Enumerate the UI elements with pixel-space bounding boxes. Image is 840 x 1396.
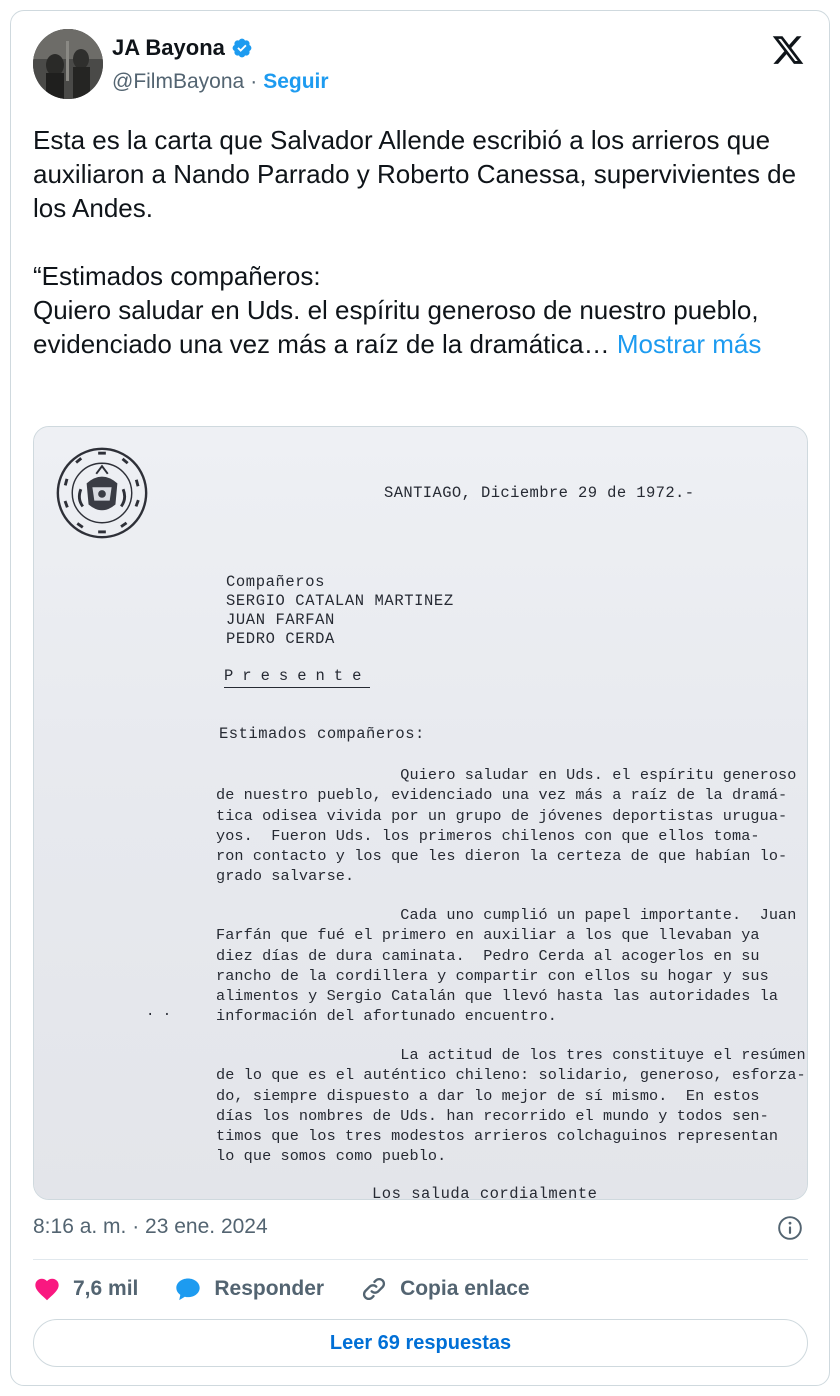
letter-presente: Presente <box>224 667 370 688</box>
tweet-card <box>10 10 830 1386</box>
link-icon <box>360 1275 388 1303</box>
letter-paragraph: Quiero saludar en Uds. el espíritu generoso de nuestro pueblo, evidenciado una vez más a raíz de la dramá- tica odisea vivida por un grupo de jóvenes deportistas urugua- yos. Fueron Uds. los primeros chilenos con que ellos toma- ron contacto y los que les dieron la certeza de que habían lo- grado salvarse. <box>216 766 797 886</box>
letter-date: SANTIAGO, Diciembre 29 de 1972.- <box>384 484 695 502</box>
action-bar <box>33 1273 566 1305</box>
copy-link-label: Copia enlace <box>400 1277 530 1300</box>
recipient-line: Compañeros <box>226 573 326 591</box>
letter-salutation: Estimados compañeros: <box>219 725 425 743</box>
recipient-line: PEDRO CERDA <box>226 630 335 648</box>
author-handle[interactable]: @FilmBayona <box>112 70 245 93</box>
author-name-row <box>112 35 253 61</box>
recipient-line: SERGIO CATALAN MARTINEZ <box>226 592 454 610</box>
tweet-media-image[interactable] <box>33 426 808 1200</box>
reply-bubble-icon <box>174 1275 202 1303</box>
letter-paragraph: Cada uno cumplió un papel importante. Juan Farfán que fué el primero en auxiliar a los que llevaban ya diez días de dura caminata. Pedro Cerda al acogerlos en su rancho de la cordillera y compartir con ellos su hogar y sus alimentos y Sergio Catalán que llevó hasta las autoridades la información del afortunado encuentro. <box>216 906 797 1026</box>
follow-button[interactable]: Seguir <box>263 70 329 93</box>
reply-button[interactable] <box>174 1275 324 1303</box>
recipient-line: JUAN FARFAN <box>226 611 335 629</box>
show-more-link[interactable]: Mostrar más <box>616 329 762 359</box>
author-display-name[interactable]: JA Bayona <box>112 35 225 60</box>
margin-marks: · · <box>146 1007 172 1023</box>
verified-badge-icon <box>231 37 253 59</box>
avatar[interactable] <box>33 29 103 99</box>
separator-dot: · <box>250 70 258 93</box>
letter-scan <box>34 427 807 1199</box>
divider <box>33 1259 808 1260</box>
tweet-text <box>33 123 813 361</box>
letter-recipients <box>226 573 454 649</box>
read-replies-button[interactable]: Leer 69 respuestas <box>33 1319 808 1367</box>
tweet-timestamp[interactable]: 8:16 a. m. · 23 ene. 2024 <box>33 1215 268 1238</box>
info-icon[interactable] <box>777 1215 803 1241</box>
reply-label: Responder <box>214 1277 325 1300</box>
x-logo-icon[interactable] <box>771 33 805 67</box>
tweet-body: Esta es la carta que Salvador Allende escribió a los arrieros que auxiliaron a Nando Parrado y Roberto Canessa, supervivientes de los Andes. “Estimados compañeros: Quiero saludar en Uds. el espíritu generoso de nuestro pueblo, evidenciado una vez más a raíz de la dramática… <box>33 125 797 359</box>
heart-icon <box>33 1275 61 1303</box>
presidential-seal-icon <box>54 445 150 541</box>
like-button[interactable] <box>33 1275 138 1303</box>
author-handle-row <box>112 70 329 94</box>
letter-closing: Los saluda cordialmente <box>372 1185 598 1200</box>
copy-link-button[interactable] <box>360 1275 530 1303</box>
letter-paragraph: La actitud de los tres constituye el resúmen de lo que es el auténtico chileno: solidario, generoso, esforza- do, siempre dispuesto a dar lo mejor de sí mismo. En estos días los nombres de Uds. han recorrido el mundo y todos sen- timos que los tres modestos arrieros colchaguinos representan lo que somos como pueblo. <box>216 1046 806 1166</box>
like-count: 7,6 mil <box>73 1277 139 1300</box>
